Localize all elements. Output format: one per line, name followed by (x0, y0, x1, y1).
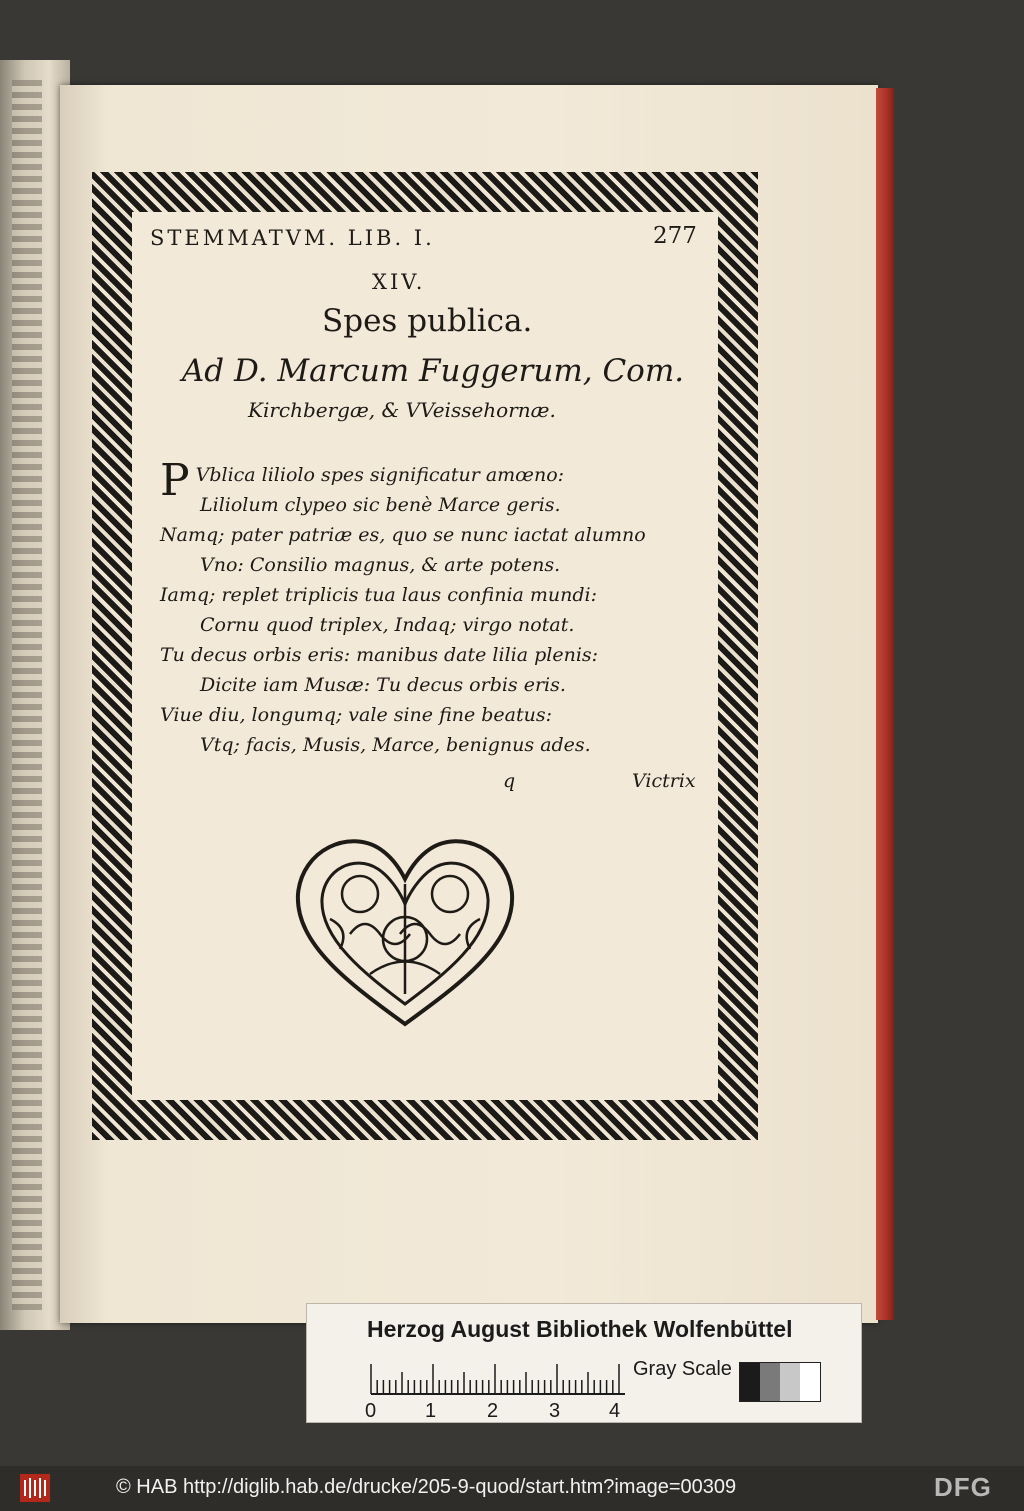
poem-title: Spes publica. (322, 303, 533, 339)
section-number: XIV. (372, 270, 426, 294)
poem-line: Liliolum clypeo sic benè Marce geris. (200, 494, 561, 516)
dfg-logo: DFG (934, 1472, 992, 1502)
gray-swatch (800, 1363, 820, 1401)
ruler-number: 1 (425, 1400, 437, 1422)
dedication-line-1: Ad D. Marcum Fuggerum, Com. (181, 353, 685, 389)
ruler-number: 4 (609, 1400, 621, 1422)
poem-line: Namq; pater patriæ es, quo se nunc iactat alumno (160, 524, 646, 546)
catchword: Victrix (632, 770, 696, 792)
color-scale-card (306, 1303, 862, 1423)
left-page-ornament-strip (12, 80, 42, 1310)
gray-swatch (780, 1363, 800, 1401)
hab-logo-icon (20, 1474, 50, 1502)
red-page-edge (876, 88, 894, 1320)
gray-swatch (760, 1363, 780, 1401)
ruler-number: 2 (487, 1400, 499, 1422)
footer-copyright-url: © HAB http://diglib.hab.de/drucke/205-9-quod/start.htm?image=00309 (116, 1476, 737, 1498)
gray-swatch (740, 1363, 760, 1401)
ruler-number: 0 (365, 1400, 377, 1422)
page-number: 277 (653, 223, 697, 249)
gray-swatches (739, 1362, 821, 1402)
heart-ornament-icon (290, 824, 520, 1034)
poem-line: Tu decus orbis eris: manibus date lilia plenis: (160, 644, 599, 666)
poem-line: Cornu quod triplex, Indaq; virgo notat. (200, 614, 575, 636)
poem-line: Vno: Consilio magnus, & arte potens. (200, 554, 561, 576)
dedication-line-2: Kirchbergæ, & VVeissehornæ. (248, 398, 556, 422)
poem-line: Iamq; replet triplicis tua laus confinia mundi: (160, 584, 598, 606)
institution-name: Herzog August Bibliothek Wolfenbüttel (367, 1316, 793, 1342)
poem-line: Vtq; facis, Musis, Marce, benignus ades. (200, 734, 591, 756)
drop-cap: P (160, 455, 190, 506)
running-head: STEMMATVM. LIB. I. (150, 226, 435, 250)
ruler-number: 3 (549, 1400, 561, 1422)
ruler (363, 1356, 633, 1396)
poem-body (160, 455, 720, 760)
poem-line-text: Vblica liliolo spes significatur amœno: (195, 464, 565, 486)
signature-mark: q (503, 770, 516, 792)
gray-scale-label: Gray Scale (633, 1358, 732, 1380)
poem-line: Viue diu, longumq; vale sine fine beatus: (160, 704, 553, 726)
poem-line: Dicite iam Musæ: Tu decus orbis eris. (200, 674, 566, 696)
